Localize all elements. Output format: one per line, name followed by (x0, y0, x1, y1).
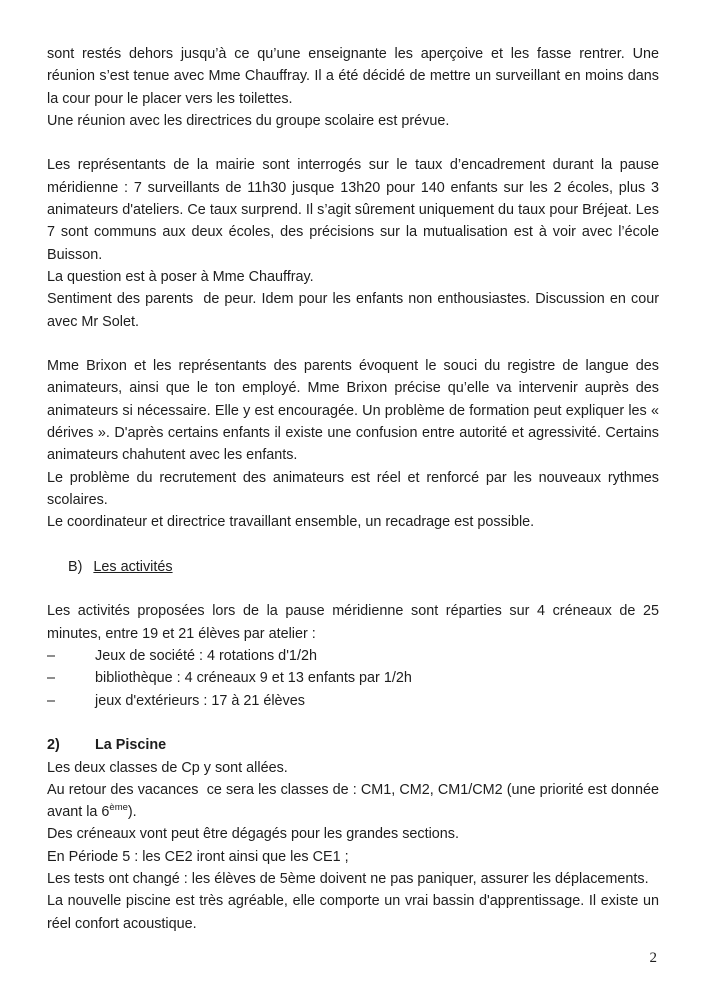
blank-line (47, 712, 659, 734)
list-item-text: Jeux de société : 4 rotations d'1/2h (95, 648, 317, 665)
paragraph-with-superscript (47, 779, 659, 824)
superscript-text: ème (109, 802, 128, 814)
list-item-text: bibliothèque : 4 créneaux 9 et 13 enfants par 1/2h (95, 670, 412, 687)
list-dash: – (47, 670, 56, 687)
paragraph: sont restés dehors jusqu’à ce qu’une enseignante les aperçoive et les fasse rentrer. Une réunion s’est tenue avec Mme Chauffray. Il a été décidé de mettre un surveillant en moins dans la cour pour le placer vers les toilettes. (47, 46, 659, 107)
list-dash: – (47, 648, 56, 665)
paragraph-text: ). (127, 804, 137, 821)
paragraph: Mme Brixon et les représentants des parents évoquent le souci du registre de langue des animateurs, ainsi que le ton employé. Mme Brixon précise qu’elle va intervenir auprès des animateurs si nécessaire. Elle y est encouragée. Un problème de formation peut expliquer les « dérives ». D'après certains enfants il existe une confusion entre autorité et agressivité. Certains animateurs chahutent avec les enfants. (47, 358, 659, 464)
paragraph: Les représentants de la mairie sont interrogés sur le taux d’encadrement durant la pause méridienne : 7 surveillants de 11h30 jusque 13h20 pour 140 enfants sur les 2 écoles, plus 3 animateurs d'ateliers. Ce taux surprend. Il s’agit sûrement uniquement du taux pour Bréjeat. Les 7 sont communs aux deux écoles, des précisions sur la mutualisation est à voir avec l’école Buisson. (47, 157, 659, 263)
blank-line (47, 534, 659, 556)
section-heading-piscine (47, 734, 659, 756)
list-item (47, 667, 659, 689)
page-number: 2 (649, 950, 657, 966)
section-heading-label: B) (68, 558, 83, 575)
paragraph: La question est à poser à Mme Chauffray. (47, 268, 314, 285)
paragraph: Sentiment des parents de peur. Idem pour les enfants non enthousiastes. Discussion en cour avec Mr Solet. (47, 291, 659, 330)
paragraph: En Période 5 : les CE2 iront ainsi que les CE1 ; (47, 848, 349, 865)
blank-line (47, 132, 659, 154)
paragraph: Une réunion avec les directrices du groupe scolaire est prévue. (47, 112, 450, 129)
list-item (47, 690, 659, 712)
blank-line (47, 333, 659, 355)
list-item (47, 645, 659, 667)
section-heading-number: 2) (47, 737, 60, 754)
paragraph: Le coordinateur et directrice travaillant ensemble, un recadrage est possible. (47, 514, 535, 531)
paragraph: Les activités proposées lors de la pause méridienne sont réparties sur 4 créneaux de 25 minutes, entre 19 et 21 élèves par atelier : (47, 603, 659, 642)
section-heading-activites (68, 556, 659, 578)
section-heading-title: Les activités (93, 558, 173, 575)
section-heading-title: La Piscine (95, 737, 167, 754)
list-dash: – (47, 692, 56, 709)
blank-line (47, 578, 659, 600)
list-item-text: jeux d'extérieurs : 17 à 21 élèves (95, 692, 305, 709)
document-body (47, 43, 659, 935)
paragraph: Le problème du recrutement des animateurs est réel et renforcé par les nouveaux rythmes scolaires. (47, 469, 659, 508)
paragraph-text: Au retour des vacances ce sera les classes de : CM1, CM2, CM1/CM2 (une priorité est donnée avant la 6 (47, 781, 659, 821)
paragraph: La nouvelle piscine est très agréable, elle comporte un vrai bassin d'apprentissage. Il existe un réel confort acoustique. (47, 893, 659, 932)
paragraph: Les deux classes de Cp y sont allées. (47, 759, 288, 776)
paragraph: Les tests ont changé : les élèves de 5ème doivent ne pas paniquer, assurer les déplacements. (47, 870, 649, 887)
paragraph: Des créneaux vont peut être dégagés pour les grandes sections. (47, 826, 459, 843)
